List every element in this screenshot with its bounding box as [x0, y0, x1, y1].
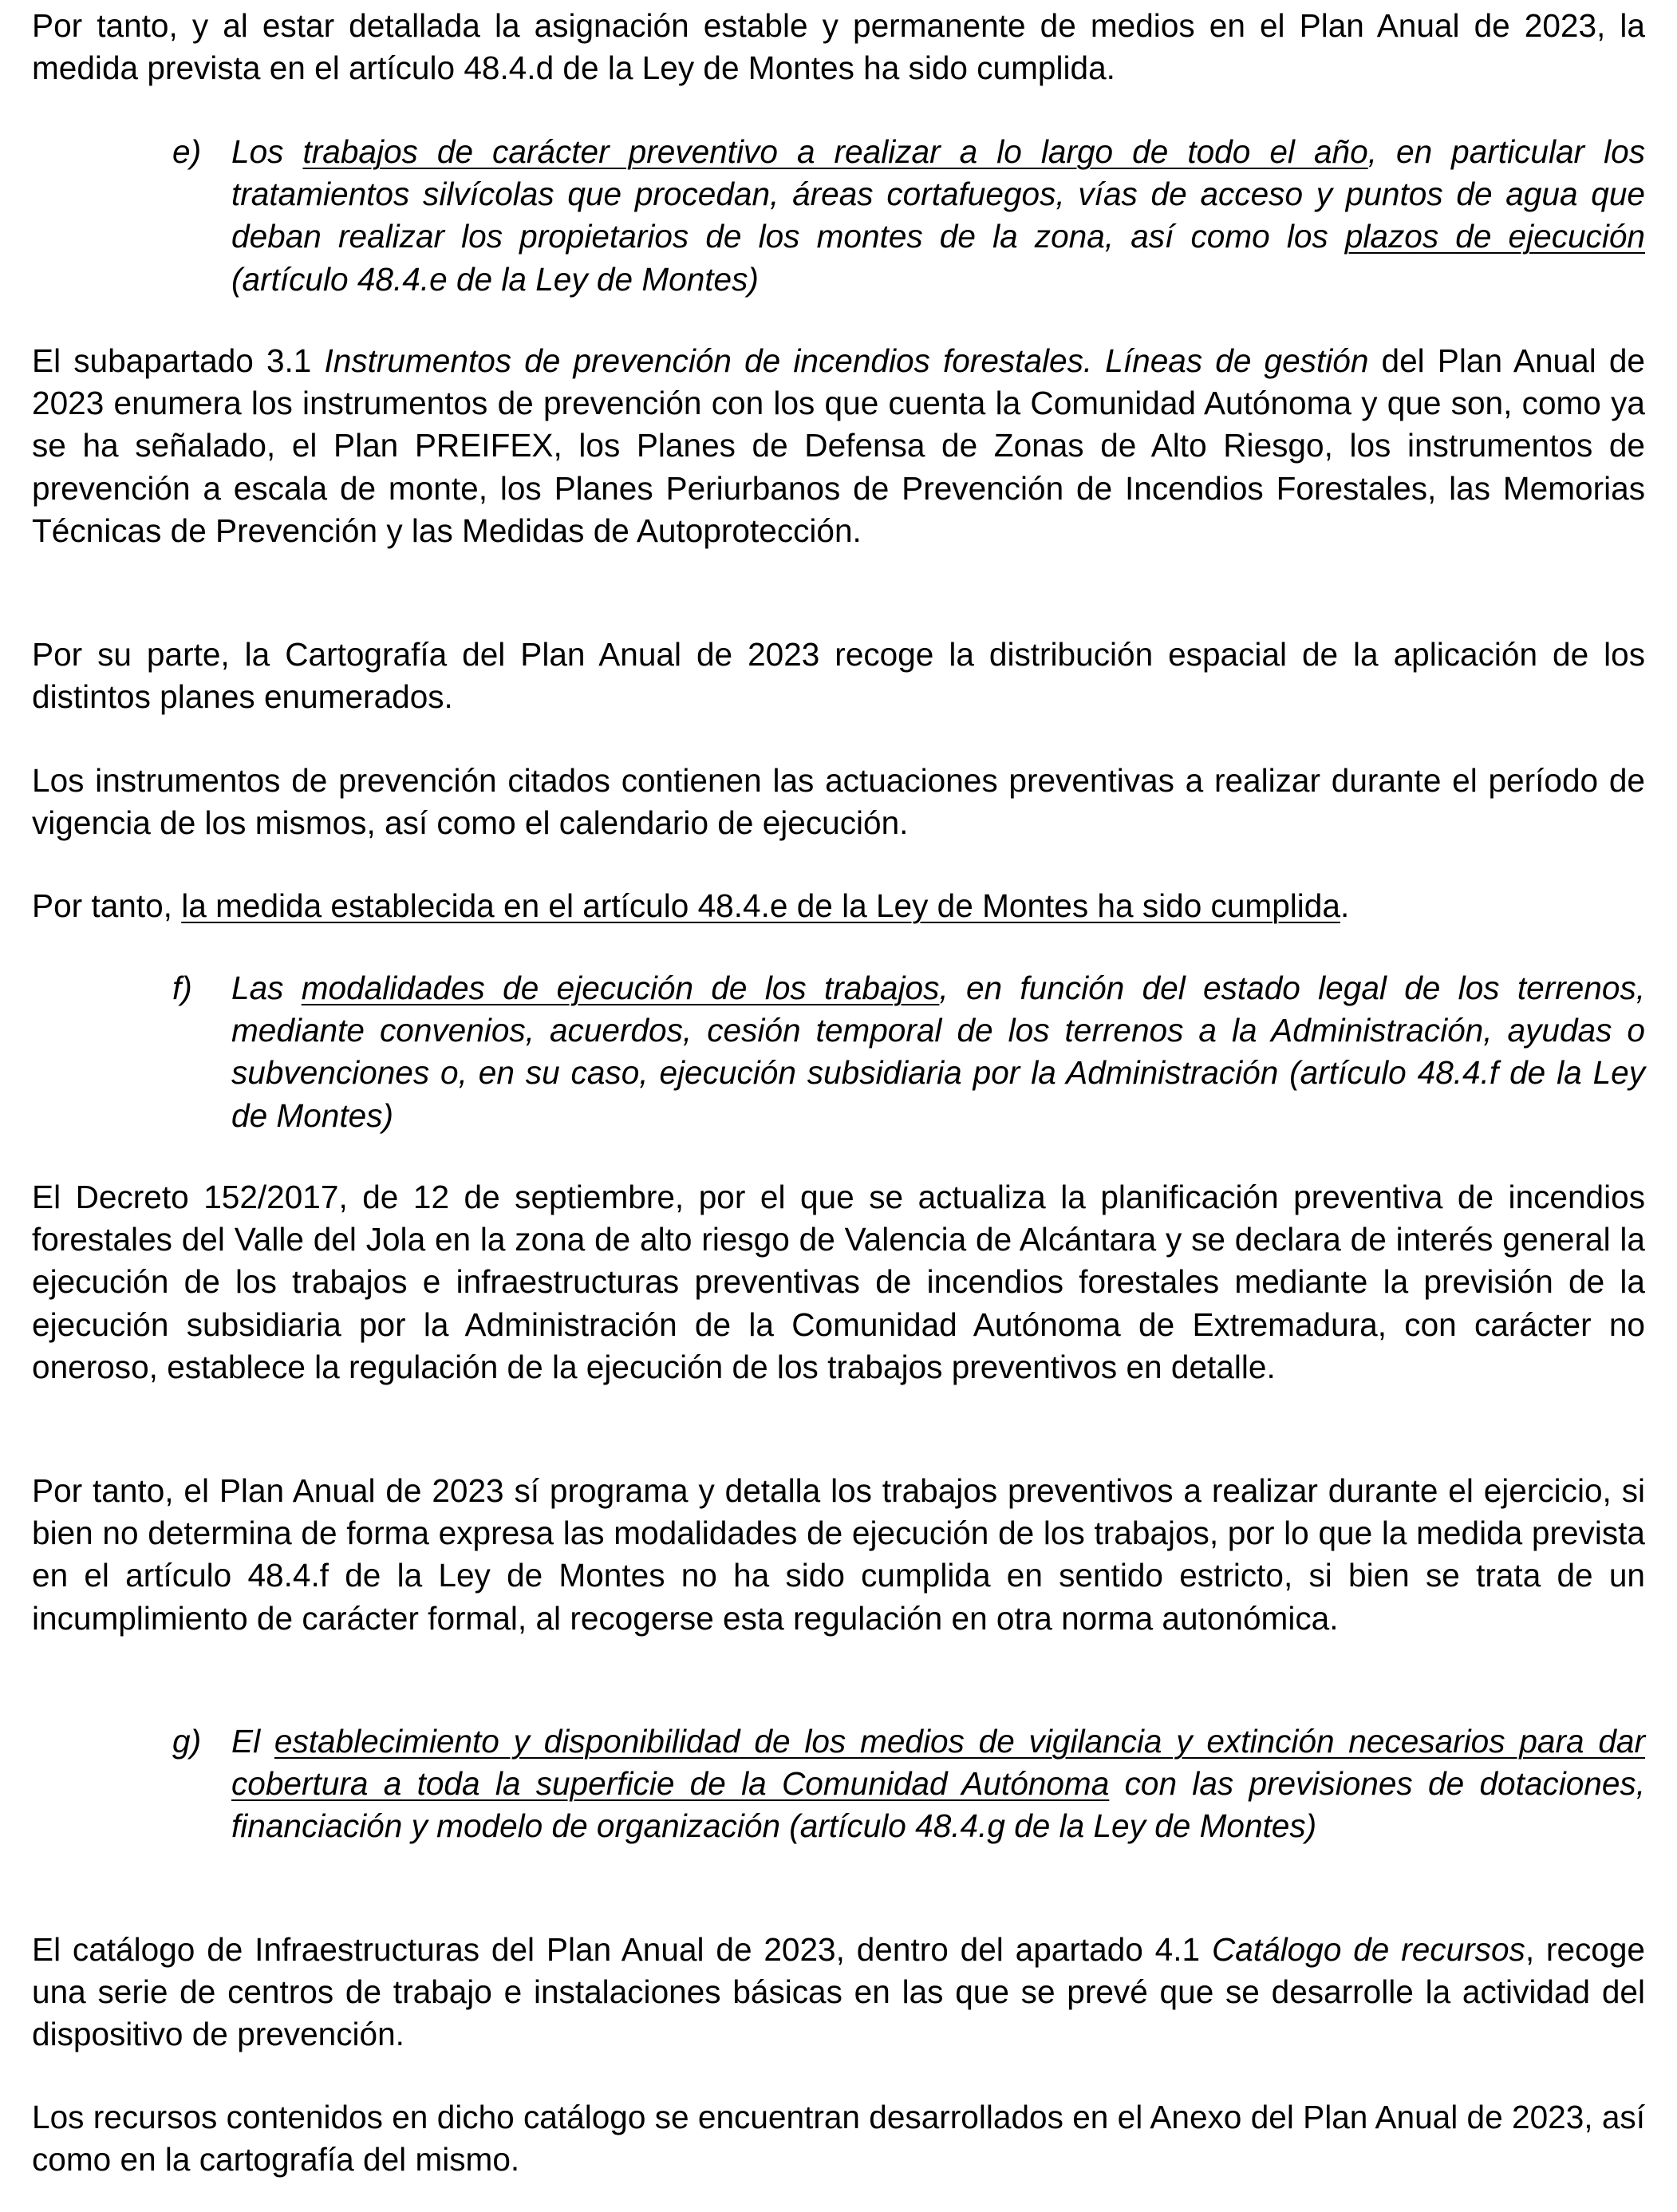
paragraph-medida-48-4-e — [32, 885, 1645, 927]
paragraph-instrumentos-citados: Los instrumentos de prevención citados contienen las actuaciones preventivas a realizar durante el período de vigencia de los mismos, así como el calendario de ejecución. — [32, 762, 1645, 842]
paragraph-recursos-anexo: Los recursos contenidos en dicho catálogo se encuentran desarrollados en el Anexo del Plan Anual de 2023, así como en la cartografía del mismo. — [32, 2099, 1645, 2178]
list-label-f: f) — [172, 970, 192, 1006]
item-e-text-post: (artículo 48.4.e de la Ley de Montes) — [231, 260, 759, 298]
item-f-text-post: , en función del estado legal de los terrenos, mediante convenios, acuerdos, cesión temporal de los terrenos a la Administración, ayudas o subvenciones o, en su caso, ejecución subsidiaria por la Administración (artículo 48.4.f de la Ley de Montes) — [231, 970, 1646, 1134]
p5-text-a: Por tanto, — [32, 887, 182, 924]
item-f-text-pre: Las — [231, 970, 302, 1006]
item-f-underline-modalidades: modalidades de ejecución de los trabajos — [301, 970, 940, 1006]
paragraph-subapartado-3-1 — [32, 340, 1645, 552]
item-g-underline-establecimiento: establecimiento y disponibilidad de los medios de vigilancia y extinción necesarios para dar cobertura a toda la superficie de la Comunidad Autónoma — [231, 1723, 1645, 1803]
p2-text-a: El subapartado 3.1 — [32, 342, 325, 379]
p2-text-b: del Plan Anual de 2023 enumera los instrumentos de prevención con los que cuenta la Comunidad Autónoma y que son, como ya se ha señalado, el Plan PREIFEX, los Planes de Defensa de Zonas de Alto Riesgo, los instrumentos de prevención a escala de monte, los Planes Periurbanos de Prevención de Incendios Forestales, las Memorias Técnicas de Prevención y las Medidas de Autoprotección. — [32, 342, 1645, 549]
list-label-e: e) — [172, 133, 202, 170]
list-item-f — [172, 967, 1646, 1137]
p8-text-a: El catálogo de Infraestructuras del Plan Anual de 2023, dentro del apartado 4.1 — [32, 1931, 1212, 1968]
p5-text-b: . — [1340, 887, 1350, 924]
item-e-text-pre: Los — [231, 133, 303, 170]
list-label-g: g) — [172, 1723, 202, 1760]
paragraph-plan-medios-cumplida: Por tanto, y al estar detallada la asignación estable y permanente de medios en el Plan Anual de 2023, la medida prevista en el artículo 48.4.d de la Ley de Montes ha sido cumplida. — [32, 7, 1645, 87]
list-item-e — [172, 131, 1645, 301]
item-g-text-pre: El — [231, 1723, 274, 1760]
item-e-underline-plazos: plazos de ejecución — [1344, 218, 1645, 255]
paragraph-cartografia: Por su parte, la Cartografía del Plan Anual de 2023 recoge la distribución espacial de la aplicación de los distintos planes enumerados. — [32, 636, 1645, 716]
paragraph-plan-anual-no-cumplida: Por tanto, el Plan Anual de 2023 sí programa y detalla los trabajos preventivos a realizar durante el ejercicio, si bien no determina de forma expresa las modalidades de ejecución de los trabajos, por lo que la medida prevista en el artículo 48.4.f de la Ley de Montes no ha sido cumplida en sentido estricto, si bien se trata de un incumplimiento de carácter formal, al recogerse esta regulación en otra norma autonómica. — [32, 1472, 1645, 1637]
p8-text-b: , recoge una serie de centros de trabajo e instalaciones básicas en las que se prevé que se desarrolle la actividad del dispositivo de prevención. — [32, 1931, 1646, 2053]
p5-underline-cumplida: la medida establecida en el artículo 48.4.e de la Ley de Montes ha sido cumplida — [181, 887, 1340, 924]
item-g-text-post: con las previsiones de dotaciones, financiación y modelo de organización (artículo 48.4.g de la Ley de Montes) — [231, 1765, 1645, 1845]
item-e-text-mid: , en particular los tratamientos silvícolas que procedan, áreas cortafuegos, vías de acceso y puntos de agua que deban realizar los propietarios de los montes de la zona, así como los — [231, 133, 1645, 255]
item-e-underline-trabajos: trabajos de carácter preventivo a realizar a lo largo de todo el año — [302, 133, 1368, 170]
paragraph-catalogo-infraestructuras — [32, 1929, 1645, 2056]
list-item-g — [172, 1720, 1645, 1848]
p8-italic-catalogo: Catálogo de recursos — [1211, 1931, 1525, 1968]
paragraph-decreto-152-2017: El Decreto 152/2017, de 12 de septiembre, por el que se actualiza la planificación preventiva de incendios forestales del Valle del Jola en la zona de alto riesgo de Valencia de Alcántara y se declara de interés general la ejecución de los trabajos e infraestructuras preventivas de incendios forestales mediante la previsión de la ejecución subsidiaria por la Administración de la Comunidad Autónoma de Extremadura, con carácter no oneroso, establece la regulación de la ejecución de los trabajos preventivos en detalle. — [32, 1179, 1645, 1385]
p2-italic-title: Instrumentos de prevención de incendios forestales. Líneas de gestión — [324, 342, 1369, 379]
